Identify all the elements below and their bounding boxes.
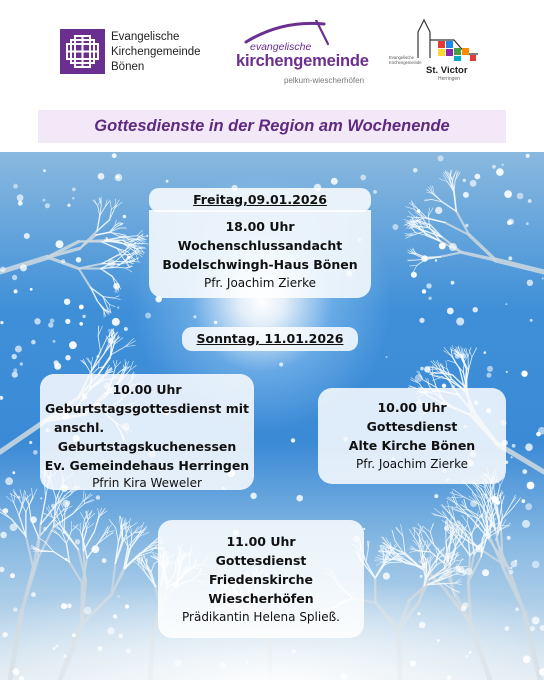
cross-grid-icon (60, 29, 105, 74)
event-title-line-2: anschl. (54, 420, 105, 435)
logo-kirchengemeinde-boenen (60, 29, 230, 77)
date-friday-text: Freitag,09.01.2026 (193, 192, 327, 207)
page-title: Gottesdienste in der Region am Wochenende (94, 117, 450, 135)
logo-boenen-line-3: Bönen (111, 61, 145, 73)
date-sunday (182, 327, 358, 351)
date-sunday-text: Sonntag, 11.01.2026 (196, 331, 344, 346)
logo-boenen-line-2: Kirchengemeinde (111, 46, 201, 58)
event-title: Gottesdienst (215, 553, 307, 568)
title-banner (38, 110, 506, 143)
event-time: 11.00 Uhr (226, 534, 296, 549)
logo-pelkum-small-text: evangelische (250, 41, 312, 53)
event-title: Gottesdienst (366, 419, 458, 434)
event-time: 10.00 Uhr (112, 382, 182, 397)
logo-pelkum-big-text: kirchengemeinde (236, 52, 369, 70)
event-location: Alte Kirche Bönen (348, 438, 476, 453)
event-leader: Prädikantin Helena Spließ. (182, 610, 340, 624)
event-title: Wochenschlussandacht (177, 238, 343, 253)
event-time: 10.00 Uhr (377, 400, 447, 415)
event-card-sunday-2 (318, 388, 506, 484)
date-friday (149, 188, 371, 212)
logo-stvictor-small-text (389, 55, 422, 65)
event-location: Bodelschwingh-Haus Bönen (162, 257, 358, 272)
logo-stvictor-name: St. Victor (426, 65, 468, 76)
logo-boenen-line-1: Evangelische (111, 31, 180, 43)
event-leader: Pfr. Joachim Zierke (356, 457, 468, 471)
event-card-sunday-1 (40, 374, 254, 490)
event-title-line-3: Geburtstagskuchenessen (57, 439, 237, 454)
logo-pelkum-subtitle: pelkum-wiescherhöfen (284, 76, 365, 85)
logo-stvictor-small-line-1: Evangelische (389, 55, 414, 60)
event-location-line-1: Friedenskirche (209, 572, 313, 587)
event-card-friday (149, 210, 371, 298)
event-time: 18.00 Uhr (225, 219, 295, 234)
header (0, 0, 544, 152)
event-location-line-2: Wiescherhöfen (208, 591, 314, 606)
event-location: Ev. Gemeindehaus Herringen (44, 458, 250, 473)
logo-stvictor-place: Herringen (438, 76, 460, 82)
winter-background-photo (0, 152, 544, 680)
logo-stvictor-small-line-2: Kirchengemeinde (389, 60, 422, 65)
event-title-line-1: Geburtstagsgottesdienst mit (44, 401, 250, 416)
event-leader: Pfr. Joachim Zierke (204, 276, 316, 290)
logo-kirchengemeinde-pelkum (232, 20, 374, 86)
logo-boenen-text (111, 30, 201, 75)
event-card-sunday-3 (158, 520, 364, 638)
event-leader: Pfrin Kira Weweler (92, 476, 202, 490)
logo-st-victor (388, 18, 488, 90)
